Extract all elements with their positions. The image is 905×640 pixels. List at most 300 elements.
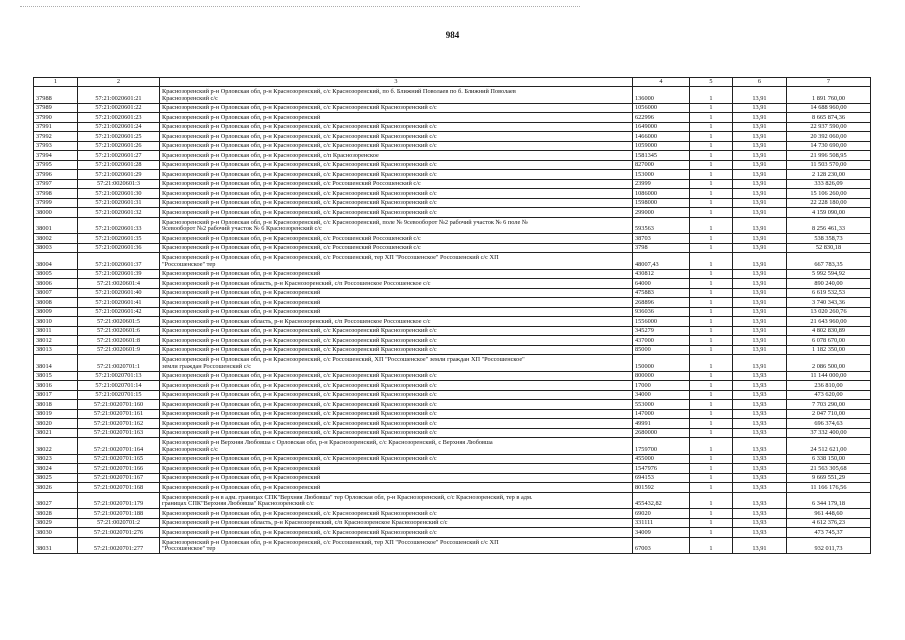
column-header: 7 bbox=[787, 78, 871, 87]
location-description-line: Краснозоренский р-н Орловская обл, р-н Краснозоренский bbox=[162, 483, 321, 491]
area-cell: 34009 bbox=[633, 528, 690, 538]
cadastral-number-cell: 57:21:0020601:24 bbox=[78, 122, 160, 132]
row-number-cell: 38029 bbox=[34, 518, 78, 528]
location-description-line: Краснозоренский р-н Орловская обл, р-н Краснозоренский, с/с Краснозоренский Краснозоренский с/с bbox=[162, 391, 437, 399]
cadastral-number-cell: 57:21:0020601:6 bbox=[78, 326, 160, 336]
cadastral-value-cell: 4 802 830,89 bbox=[787, 326, 871, 336]
count-cell: 1 bbox=[690, 170, 733, 180]
count-cell: 1 bbox=[690, 151, 733, 161]
location-description-line: Краснозоренский с/с bbox=[162, 94, 218, 102]
row-number-cell: 38019 bbox=[34, 409, 78, 419]
cadastral-value-cell: 7 703 290,00 bbox=[787, 400, 871, 410]
area-cell: 3798 bbox=[633, 243, 690, 253]
cadastral-number-cell: 57:21:0020601:42 bbox=[78, 307, 160, 317]
area-cell: 1547976 bbox=[633, 464, 690, 474]
count-cell: 1 bbox=[690, 307, 733, 317]
cadastral-number-cell: 57:21:0020701:15 bbox=[78, 390, 160, 400]
cadastral-number-cell: 57:21:0020601:39 bbox=[78, 269, 160, 279]
count-cell: 1 bbox=[690, 87, 733, 104]
table-row bbox=[34, 113, 871, 123]
cadastral-value-cell: 13 020 260,76 bbox=[787, 307, 871, 317]
count-cell: 1 bbox=[690, 492, 733, 509]
area-cell: 1056000 bbox=[633, 103, 690, 113]
location-description-line: Краснозоренский р-н Орловская обл, р-н Краснозоренский, с/с Россошенский, ХП "Россошенское" земли граждан ХП "Россошенское" bbox=[162, 356, 525, 364]
rate-cell: 13,93 bbox=[733, 438, 787, 455]
table-row bbox=[34, 419, 871, 429]
column-header: 2 bbox=[78, 78, 160, 87]
count-cell: 1 bbox=[690, 400, 733, 410]
rate-cell: 13,93 bbox=[733, 371, 787, 381]
location-description-line: "Россошенское" тер bbox=[162, 545, 216, 553]
row-number-cell: 38022 bbox=[34, 438, 78, 455]
area-cell: 1556000 bbox=[633, 317, 690, 327]
cadastral-value-cell: 6 344 179,18 bbox=[787, 492, 871, 509]
area-cell: 1466000 bbox=[633, 132, 690, 142]
location-description-line: Краснозоренский р-н Орловская обл, р-н Краснозоренский bbox=[162, 270, 321, 278]
cadastral-value-cell: 1 182 350,00 bbox=[787, 345, 871, 355]
count-cell: 1 bbox=[690, 160, 733, 170]
cadastral-number-cell: 57:21:0020601:21 bbox=[78, 87, 160, 104]
row-number-cell: 37995 bbox=[34, 160, 78, 170]
area-cell: 331111 bbox=[633, 518, 690, 528]
table-row bbox=[34, 371, 871, 381]
location-description-line: Краснозоренский р-н Орловская обл, р-н Краснозоренский, с/с Россошенский, тер ХП "Россошенское" Россошенский с/с ХП bbox=[162, 254, 499, 262]
area-cell: 1759700 bbox=[633, 438, 690, 455]
location-description-line: Краснозоренский р-н Орловская обл, р-н Краснозоренский, с/с Россошенский Россошенский с/с bbox=[162, 244, 421, 252]
area-cell: 1086000 bbox=[633, 189, 690, 199]
location-description-line: Краснозоренский р-н Орловская обл, р-н Краснозоренский, с/с Россошенский Россошенский с/с bbox=[162, 234, 421, 242]
location-description-line: Краснозоренский с/с bbox=[162, 445, 218, 453]
area-cell: 1059000 bbox=[633, 141, 690, 151]
location-description-cell bbox=[160, 381, 633, 391]
cadastral-number-cell: 57:21:0020601:23 bbox=[78, 113, 160, 123]
cadastral-number-cell: 57:21:0020701:165 bbox=[78, 454, 160, 464]
location-description-cell bbox=[160, 336, 633, 346]
rate-cell: 13,93 bbox=[733, 454, 787, 464]
cadastral-number-cell: 57:21:0020601:28 bbox=[78, 160, 160, 170]
count-cell: 1 bbox=[690, 326, 733, 336]
rate-cell: 13,93 bbox=[733, 509, 787, 519]
table-row bbox=[34, 518, 871, 528]
cadastral-value-cell: 4 159 090,00 bbox=[787, 208, 871, 218]
table-row bbox=[34, 464, 871, 474]
location-description-cell bbox=[160, 537, 633, 554]
cadastral-value-cell: 333 826,09 bbox=[787, 179, 871, 189]
cadastral-value-cell: 696 374,63 bbox=[787, 419, 871, 429]
scan-header-artifact bbox=[20, 6, 580, 13]
area-cell: 2680000 bbox=[633, 428, 690, 438]
cadastral-value-cell: 473 745,37 bbox=[787, 528, 871, 538]
cadastral-number-cell: 57:21:0020701:163 bbox=[78, 428, 160, 438]
table-row bbox=[34, 345, 871, 355]
area-cell: 153000 bbox=[633, 170, 690, 180]
count-cell: 1 bbox=[690, 464, 733, 474]
cadastral-value-cell: 236 810,00 bbox=[787, 381, 871, 391]
area-cell: 622996 bbox=[633, 113, 690, 123]
location-description-line: Краснозоренский р-н в адм. границах СПК"Верхняя Любовша" тер Орловская обл, р-н Краснозоренский, с/с Краснозоренский, тер в адм. bbox=[162, 493, 533, 501]
row-number-cell: 38031 bbox=[34, 537, 78, 554]
row-number-cell: 38017 bbox=[34, 390, 78, 400]
cadastral-number-cell: 57:21:0020601:36 bbox=[78, 243, 160, 253]
area-cell: 1598000 bbox=[633, 198, 690, 208]
table-row bbox=[34, 243, 871, 253]
rate-cell: 13,93 bbox=[733, 381, 787, 391]
rate-cell: 13,91 bbox=[733, 189, 787, 199]
page-number: 984 bbox=[445, 30, 460, 40]
area-cell: 23999 bbox=[633, 179, 690, 189]
location-description-line: Краснозоренский р-н Орловская обл, р-н Краснозоренский, с/с Краснозоренский Краснозоренский с/с bbox=[162, 381, 437, 389]
rate-cell: 13,91 bbox=[733, 141, 787, 151]
location-description-cell bbox=[160, 483, 633, 493]
location-description-cell bbox=[160, 438, 633, 455]
count-cell: 1 bbox=[690, 253, 733, 270]
rate-cell: 13,93 bbox=[733, 390, 787, 400]
location-description-cell bbox=[160, 253, 633, 270]
count-cell: 1 bbox=[690, 509, 733, 519]
cadastral-value-cell: 2 086 500,00 bbox=[787, 355, 871, 372]
cadastral-number-cell: 57:21:0020601:32 bbox=[78, 208, 160, 218]
rate-cell: 13,91 bbox=[733, 113, 787, 123]
row-number-cell: 38026 bbox=[34, 483, 78, 493]
table-row bbox=[34, 400, 871, 410]
rate-cell: 13,93 bbox=[733, 483, 787, 493]
count-cell: 1 bbox=[690, 390, 733, 400]
location-description-cell bbox=[160, 473, 633, 483]
cadastral-number-cell: 57:21:0020701:161 bbox=[78, 409, 160, 419]
area-cell: 475883 bbox=[633, 288, 690, 298]
area-cell: 67003 bbox=[633, 537, 690, 554]
location-description-line: Краснозоренский р-н Орловская обл, р-н Краснозоренский, с/с Краснозоренский, поле № 9севооборот №2 рабочий участок № 6 поле № bbox=[162, 218, 528, 226]
table-row bbox=[34, 269, 871, 279]
cadastral-number-cell: 57:21:0020601:33 bbox=[78, 217, 160, 234]
cadastral-value-cell: 2 128 230,00 bbox=[787, 170, 871, 180]
cadastral-value-cell: 22 228 180,00 bbox=[787, 198, 871, 208]
location-description-cell bbox=[160, 428, 633, 438]
table-row bbox=[34, 170, 871, 180]
area-cell: 694153 bbox=[633, 473, 690, 483]
cadastral-value-cell: 21 996 508,95 bbox=[787, 151, 871, 161]
table-row bbox=[34, 103, 871, 113]
area-cell: 455000 bbox=[633, 454, 690, 464]
count-cell: 1 bbox=[690, 141, 733, 151]
location-description-line: Краснозоренский р-н Орловская обл, р-н Краснозоренский, с/с Краснозоренский Краснозоренский с/с bbox=[162, 429, 437, 437]
location-description-cell bbox=[160, 132, 633, 142]
cadastral-value-cell: 538 358,73 bbox=[787, 234, 871, 244]
location-description-cell bbox=[160, 288, 633, 298]
location-description-line: Краснозоренский р-н Орловская обл, р-н Краснозоренский, с/с Краснозоренский Краснозоренский с/с bbox=[162, 509, 437, 517]
table-row bbox=[34, 208, 871, 218]
cadastral-number-cell: 57:21:0020701:13 bbox=[78, 371, 160, 381]
location-description-cell bbox=[160, 122, 633, 132]
rate-cell: 13,91 bbox=[733, 87, 787, 104]
row-number-cell: 38007 bbox=[34, 288, 78, 298]
cadastral-value-cell: 24 512 621,00 bbox=[787, 438, 871, 455]
cadastral-value-cell: 6 078 670,00 bbox=[787, 336, 871, 346]
cadastral-number-cell: 57:21:0020701:2 bbox=[78, 518, 160, 528]
row-number-cell: 38013 bbox=[34, 345, 78, 355]
cadastral-number-cell: 57:21:0020601:22 bbox=[78, 103, 160, 113]
table-row bbox=[34, 189, 871, 199]
cadastral-number-cell: 57:21:0020601:29 bbox=[78, 170, 160, 180]
row-number-cell: 38021 bbox=[34, 428, 78, 438]
row-number-cell: 37990 bbox=[34, 113, 78, 123]
column-header: 4 bbox=[633, 78, 690, 87]
location-description-line: Краснозоренский р-н Орловская обл, р-н Краснозоренский, с/с Краснозоренский Краснозоренский с/с bbox=[162, 170, 437, 178]
cadastral-number-cell: 57:21:0020701:14 bbox=[78, 381, 160, 391]
cadastral-value-cell: 890 240,00 bbox=[787, 279, 871, 289]
location-description-cell bbox=[160, 400, 633, 410]
row-number-cell: 38008 bbox=[34, 298, 78, 308]
location-description-line: Краснозоренский р-н Орловская обл, р-н Краснозоренский, с/с Краснозоренский Краснозоренский с/с bbox=[162, 161, 437, 169]
location-description-cell bbox=[160, 492, 633, 509]
row-number-cell: 38023 bbox=[34, 454, 78, 464]
count-cell: 1 bbox=[690, 355, 733, 372]
location-description-cell bbox=[160, 113, 633, 123]
location-description-line: Краснозоренский р-н Орловская обл, р-н Краснозоренский bbox=[162, 289, 321, 297]
row-number-cell: 37998 bbox=[34, 189, 78, 199]
location-description-line: Краснозоренский р-н Орловская область, р-н Краснозоренский, с/п Россошенское Россошенское с/с bbox=[162, 317, 431, 325]
area-cell: 299000 bbox=[633, 208, 690, 218]
cadastral-number-cell: 57:21:0020601:4 bbox=[78, 279, 160, 289]
rate-cell: 13,91 bbox=[733, 269, 787, 279]
column-header: 6 bbox=[733, 78, 787, 87]
row-number-cell: 37993 bbox=[34, 141, 78, 151]
count-cell: 1 bbox=[690, 103, 733, 113]
table-row bbox=[34, 307, 871, 317]
count-cell: 1 bbox=[690, 132, 733, 142]
location-description-line: Краснозоренский р-н Орловская обл, р-н Краснозоренский, с/с Краснозоренский, по б. Ближний Поволаев по б. Ближний Поволаев bbox=[162, 88, 516, 96]
row-number-cell: 38009 bbox=[34, 307, 78, 317]
location-description-cell bbox=[160, 528, 633, 538]
location-description-cell bbox=[160, 419, 633, 429]
cadastral-value-cell: 5 992 594,92 bbox=[787, 269, 871, 279]
row-number-cell: 38024 bbox=[34, 464, 78, 474]
cadastral-value-cell: 8 665 874,36 bbox=[787, 113, 871, 123]
table-row bbox=[34, 355, 871, 372]
count-cell: 1 bbox=[690, 279, 733, 289]
count-cell: 1 bbox=[690, 298, 733, 308]
cadastral-number-cell: 57:21:0020701:276 bbox=[78, 528, 160, 538]
cadastral-number-cell: 57:21:0020701:160 bbox=[78, 400, 160, 410]
cadastral-number-cell: 57:21:0020601:40 bbox=[78, 288, 160, 298]
cadastral-value-cell: 667 783,35 bbox=[787, 253, 871, 270]
cadastral-number-cell: 57:21:0020601:8 bbox=[78, 336, 160, 346]
location-description-line: Краснозоренский р-н Орловская обл, р-н Краснозоренский bbox=[162, 474, 321, 482]
location-description-line: Краснозоренский р-н Орловская обл, р-н Краснозоренский, с/с Краснозоренский Краснозоренский с/с bbox=[162, 208, 437, 216]
count-cell: 1 bbox=[690, 317, 733, 327]
table-row bbox=[34, 132, 871, 142]
location-description-cell bbox=[160, 518, 633, 528]
cadastral-number-cell: 57:21:0020701:166 bbox=[78, 464, 160, 474]
cadastral-value-cell: 8 256 461,33 bbox=[787, 217, 871, 234]
location-description-cell bbox=[160, 345, 633, 355]
row-number-cell: 38018 bbox=[34, 400, 78, 410]
location-description-line: Краснозоренский р-н Орловская обл, р-н Краснозоренский, с/с Краснозоренский Краснозоренский с/с bbox=[162, 372, 437, 380]
table-row bbox=[34, 298, 871, 308]
table-row bbox=[34, 473, 871, 483]
location-description-cell bbox=[160, 326, 633, 336]
cadastral-number-cell: 57:21:0020701:168 bbox=[78, 483, 160, 493]
area-cell: 437000 bbox=[633, 336, 690, 346]
location-description-cell bbox=[160, 160, 633, 170]
location-description-cell bbox=[160, 103, 633, 113]
table-row bbox=[34, 317, 871, 327]
cadastral-value-cell: 6 338 150,00 bbox=[787, 454, 871, 464]
location-description-cell bbox=[160, 279, 633, 289]
rate-cell: 13,93 bbox=[733, 464, 787, 474]
table-row bbox=[34, 279, 871, 289]
area-cell: 430812 bbox=[633, 269, 690, 279]
rate-cell: 13,91 bbox=[733, 234, 787, 244]
row-number-cell: 38006 bbox=[34, 279, 78, 289]
rate-cell: 13,91 bbox=[733, 160, 787, 170]
row-number-cell: 38003 bbox=[34, 243, 78, 253]
row-number-cell: 37997 bbox=[34, 179, 78, 189]
row-number-cell: 38000 bbox=[34, 208, 78, 218]
rate-cell: 13,91 bbox=[733, 345, 787, 355]
table-row bbox=[34, 288, 871, 298]
rate-cell: 13,91 bbox=[733, 179, 787, 189]
row-number-cell: 38027 bbox=[34, 492, 78, 509]
table-row bbox=[34, 381, 871, 391]
cadastral-number-cell: 57:21:0020601:27 bbox=[78, 151, 160, 161]
location-description-cell bbox=[160, 390, 633, 400]
area-cell: 1581345 bbox=[633, 151, 690, 161]
location-description-cell bbox=[160, 234, 633, 244]
row-number-cell: 38020 bbox=[34, 419, 78, 429]
row-number-cell: 38001 bbox=[34, 217, 78, 234]
count-cell: 1 bbox=[690, 179, 733, 189]
rate-cell: 13,91 bbox=[733, 326, 787, 336]
location-description-line: Краснозоренский р-н Орловская обл, р-н Краснозоренский, с/с Краснозоренский Краснозоренский с/с bbox=[162, 455, 437, 463]
area-cell: 85000 bbox=[633, 345, 690, 355]
count-cell: 1 bbox=[690, 473, 733, 483]
area-cell: 593563 bbox=[633, 217, 690, 234]
rate-cell: 13,91 bbox=[733, 151, 787, 161]
area-cell: 936036 bbox=[633, 307, 690, 317]
cadastral-number-cell: 57:21:0020601:3 bbox=[78, 179, 160, 189]
count-cell: 1 bbox=[690, 189, 733, 199]
land-register-table bbox=[33, 77, 871, 554]
location-description-cell bbox=[160, 317, 633, 327]
table-row bbox=[34, 509, 871, 519]
rate-cell: 13,93 bbox=[733, 518, 787, 528]
area-cell: 1649000 bbox=[633, 122, 690, 132]
location-description-line: границах СПК"Верхняя Любовша" Краснозоренский с/с bbox=[162, 500, 314, 508]
table-row bbox=[34, 428, 871, 438]
area-cell: 136000 bbox=[633, 87, 690, 104]
table-row bbox=[34, 87, 871, 104]
location-description-cell bbox=[160, 151, 633, 161]
cadastral-value-cell: 22 937 590,00 bbox=[787, 122, 871, 132]
location-description-line: Краснозоренский р-н Орловская область, р-н Краснозоренский, с/п Россошенское Россошенское с/с bbox=[162, 279, 431, 287]
location-description-cell bbox=[160, 141, 633, 151]
cadastral-number-cell: 57:21:0020601:25 bbox=[78, 132, 160, 142]
count-cell: 1 bbox=[690, 371, 733, 381]
rate-cell: 13,91 bbox=[733, 307, 787, 317]
count-cell: 1 bbox=[690, 336, 733, 346]
location-description-line: Краснозоренский р-н Орловская обл, р-н Краснозоренский, с/с Краснозоренский Краснозоренский с/с bbox=[162, 142, 437, 150]
row-number-cell: 38016 bbox=[34, 381, 78, 391]
count-cell: 1 bbox=[690, 345, 733, 355]
cadastral-value-cell: 37 332 400,00 bbox=[787, 428, 871, 438]
count-cell: 1 bbox=[690, 122, 733, 132]
column-number-row bbox=[34, 78, 871, 87]
count-cell: 1 bbox=[690, 528, 733, 538]
rate-cell: 13,91 bbox=[733, 355, 787, 372]
row-number-cell: 38025 bbox=[34, 473, 78, 483]
row-number-cell: 37996 bbox=[34, 170, 78, 180]
rate-cell: 13,91 bbox=[733, 170, 787, 180]
cadastral-value-cell: 14 688 960,00 bbox=[787, 103, 871, 113]
table-row bbox=[34, 336, 871, 346]
cadastral-number-cell: 57:21:0020701:167 bbox=[78, 473, 160, 483]
count-cell: 1 bbox=[690, 518, 733, 528]
cadastral-number-cell: 57:21:0020601:35 bbox=[78, 234, 160, 244]
rate-cell: 13,91 bbox=[733, 253, 787, 270]
count-cell: 1 bbox=[690, 234, 733, 244]
location-description-line: Краснозоренский р-н Орловская обл, р-н Краснозоренский, с/с Краснозоренский Краснозоренский с/с bbox=[162, 410, 437, 418]
count-cell: 1 bbox=[690, 381, 733, 391]
cadastral-value-cell: 473 620,00 bbox=[787, 390, 871, 400]
cadastral-value-cell: 20 392 060,00 bbox=[787, 132, 871, 142]
location-description-cell bbox=[160, 269, 633, 279]
count-cell: 1 bbox=[690, 438, 733, 455]
rate-cell: 13,91 bbox=[733, 298, 787, 308]
count-cell: 1 bbox=[690, 409, 733, 419]
location-description-line: земли граждан Россошенский с/с bbox=[162, 362, 252, 370]
count-cell: 1 bbox=[690, 428, 733, 438]
rate-cell: 13,93 bbox=[733, 473, 787, 483]
cadastral-value-cell: 11 166 176,56 bbox=[787, 483, 871, 493]
row-number-cell: 37989 bbox=[34, 103, 78, 113]
location-description-cell bbox=[160, 509, 633, 519]
column-header: 5 bbox=[690, 78, 733, 87]
location-description-cell bbox=[160, 208, 633, 218]
area-cell: 345279 bbox=[633, 326, 690, 336]
rate-cell: 13,91 bbox=[733, 537, 787, 554]
area-cell: 801592 bbox=[633, 483, 690, 493]
cadastral-number-cell: 57:21:0020601:26 bbox=[78, 141, 160, 151]
location-description-cell bbox=[160, 189, 633, 199]
rate-cell: 13,91 bbox=[733, 217, 787, 234]
count-cell: 1 bbox=[690, 217, 733, 234]
table-body bbox=[34, 87, 871, 554]
table-row bbox=[34, 160, 871, 170]
location-description-cell bbox=[160, 409, 633, 419]
count-cell: 1 bbox=[690, 419, 733, 429]
cadastral-value-cell: 21 643 960,00 bbox=[787, 317, 871, 327]
count-cell: 1 bbox=[690, 198, 733, 208]
count-cell: 1 bbox=[690, 243, 733, 253]
table-row bbox=[34, 141, 871, 151]
column-header: 1 bbox=[34, 78, 78, 87]
row-number-cell: 38012 bbox=[34, 336, 78, 346]
rate-cell: 13,93 bbox=[733, 400, 787, 410]
rate-cell: 13,91 bbox=[733, 288, 787, 298]
cadastral-value-cell: 11 144 000,00 bbox=[787, 371, 871, 381]
location-description-line: Краснозоренский р-н Орловская обл, р-н Краснозоренский, с/с Краснозоренский Краснозоренский с/с bbox=[162, 336, 437, 344]
location-description-cell bbox=[160, 179, 633, 189]
cadastral-number-cell: 57:21:0020601:31 bbox=[78, 198, 160, 208]
location-description-line: Краснозоренский р-н Орловская обл, р-н Краснозоренский bbox=[162, 464, 321, 472]
area-cell: 827000 bbox=[633, 160, 690, 170]
row-number-cell: 38028 bbox=[34, 509, 78, 519]
row-number-cell: 38011 bbox=[34, 326, 78, 336]
rate-cell: 13,91 bbox=[733, 198, 787, 208]
location-description-line: Краснозоренский р-н Орловская обл, р-н Краснозоренский, с/с Краснозоренский Краснозоренский с/с bbox=[162, 419, 437, 427]
location-description-line: Краснозоренский р-н Орловская обл, р-н Краснозоренский, с/с Россошенский Россошенский с/с bbox=[162, 180, 421, 188]
